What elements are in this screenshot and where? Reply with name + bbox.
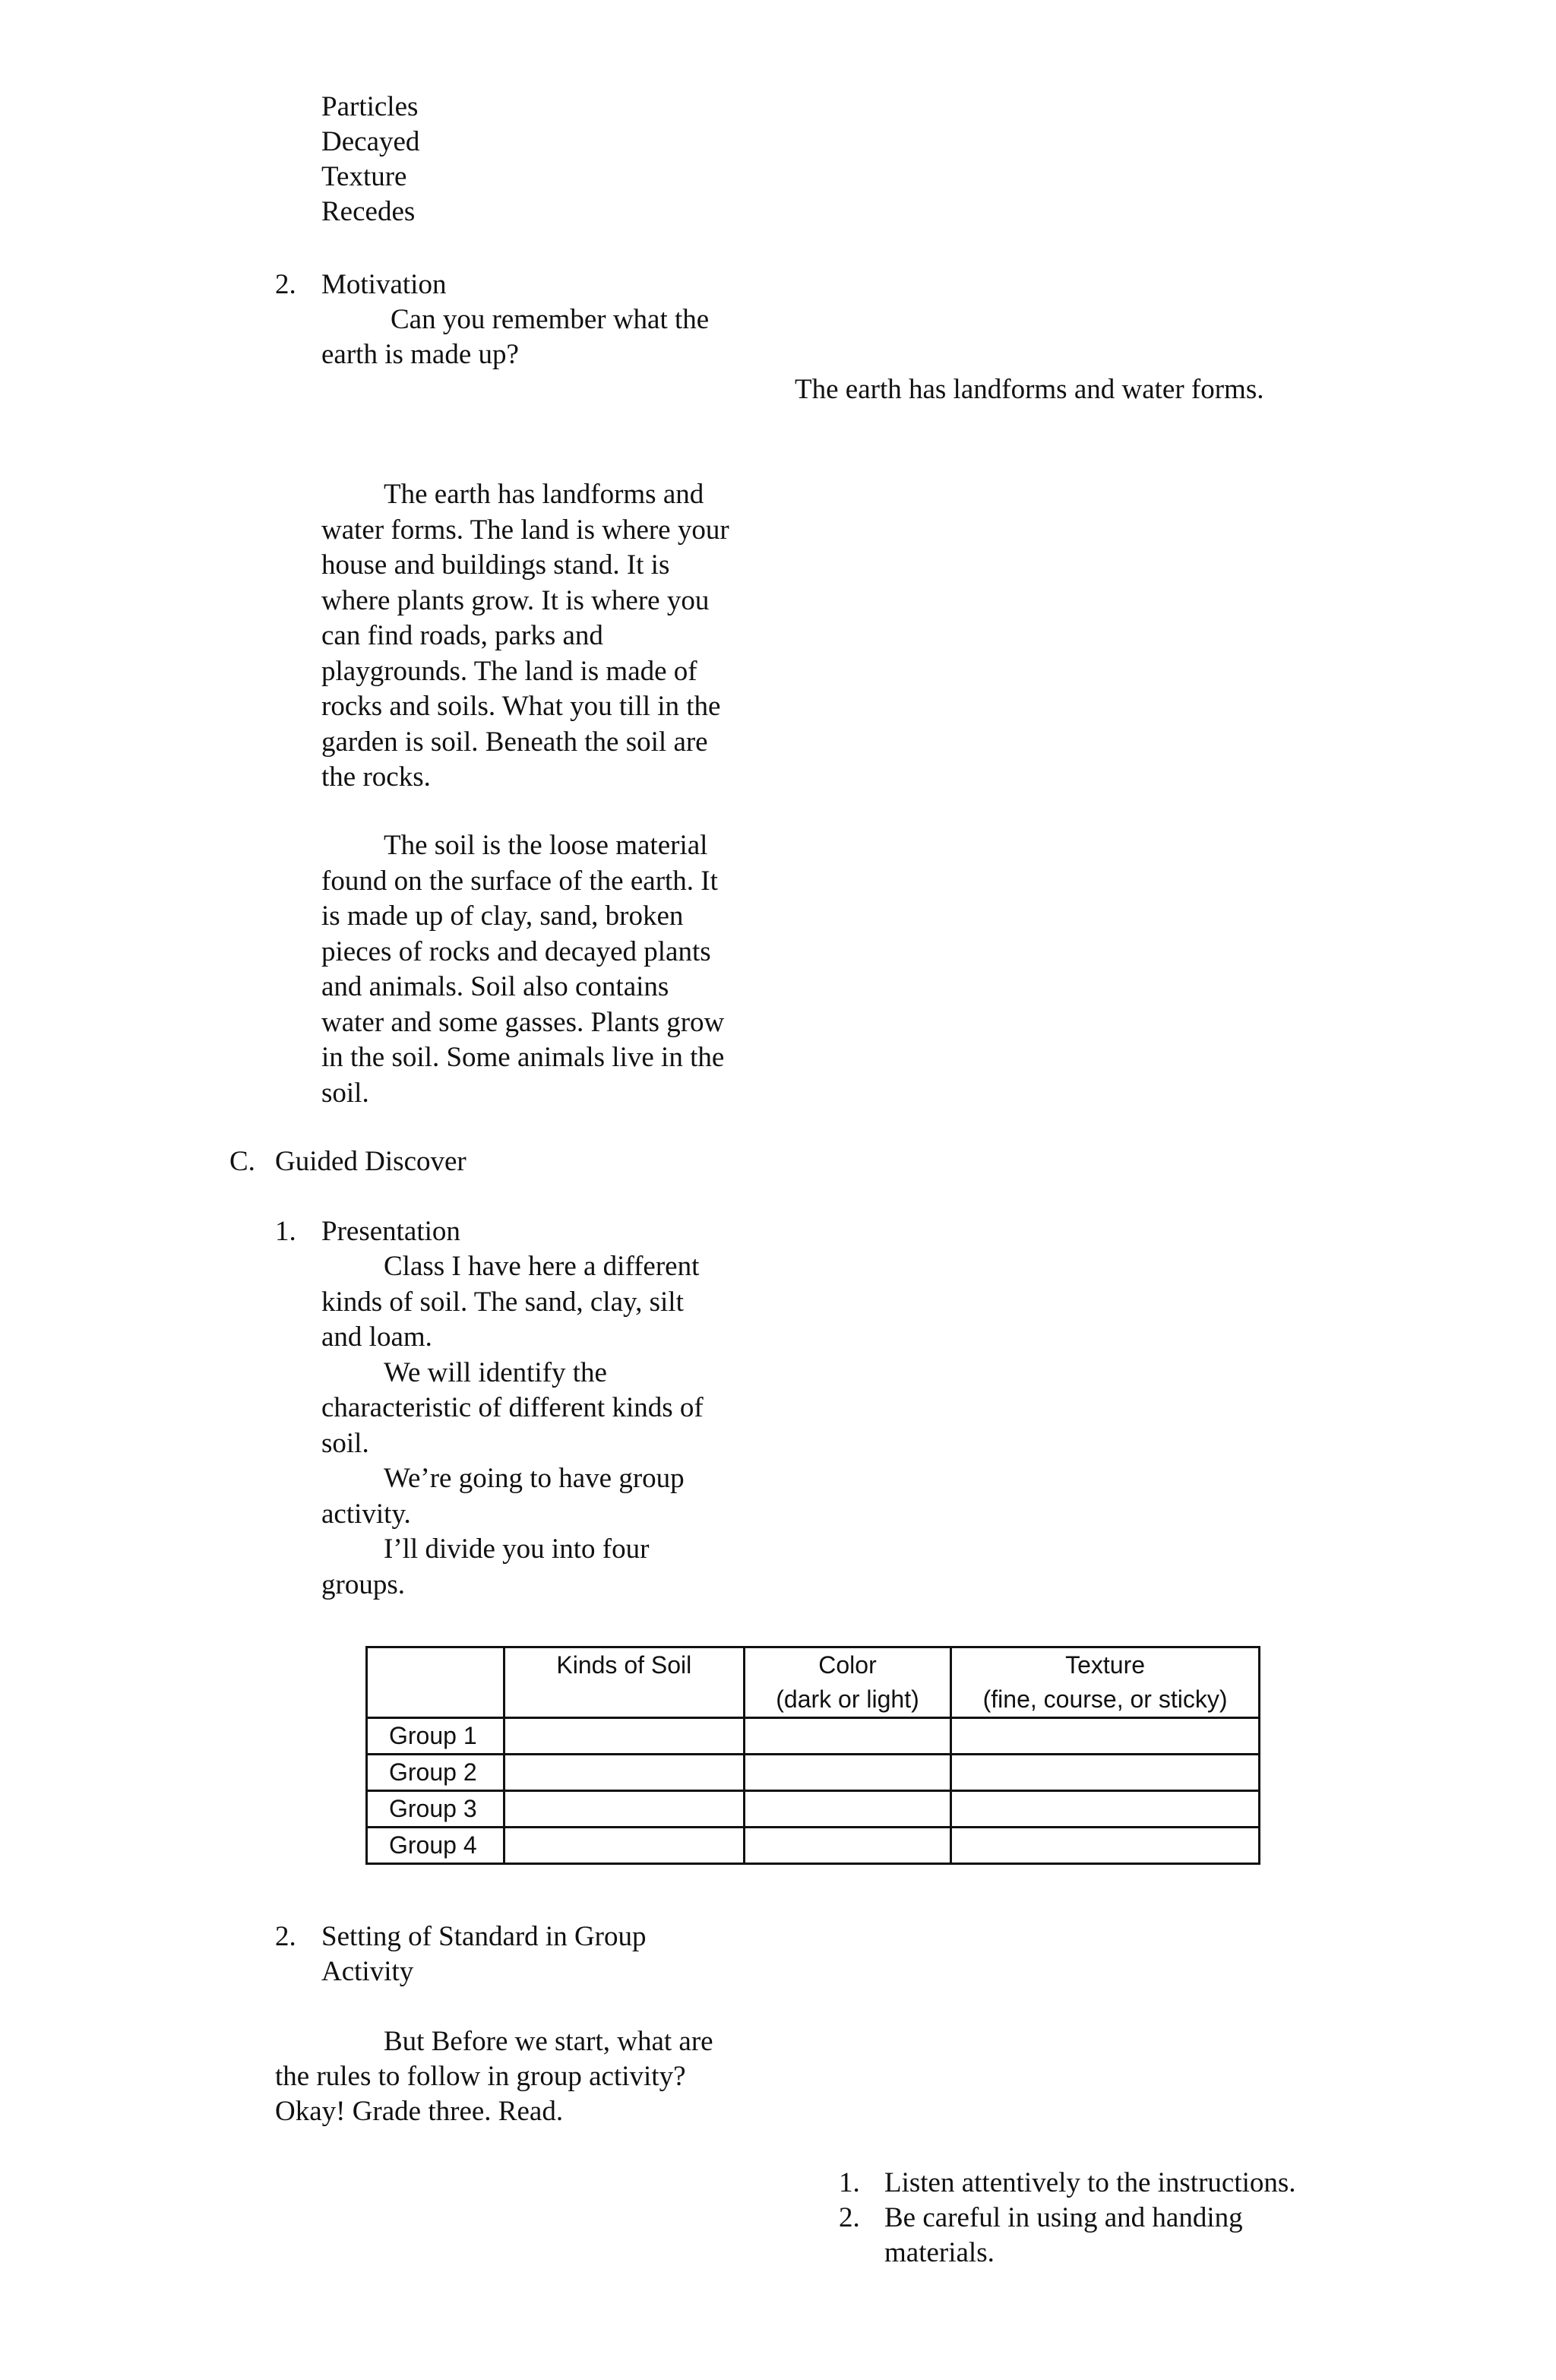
standard-heading-line: Activity	[321, 1956, 414, 1987]
presentation-line: I’ll divide you into four	[384, 1533, 650, 1565]
paragraph-line: pieces of rocks and decayed plants	[321, 935, 711, 967]
motivation-question-line: earth is made up?	[321, 339, 519, 370]
motivation-heading: Motivation	[321, 269, 447, 300]
standard-number: 2.	[275, 1921, 296, 1952]
paragraph-line: found on the surface of the earth. It	[321, 865, 718, 897]
paragraph-line: garden is soil. Beneath the soil are	[321, 726, 708, 758]
table-cell	[744, 1791, 950, 1828]
paragraph-line: house and buildings stand. It is	[321, 549, 670, 581]
rule-text: Listen attentively to the instructions.	[884, 2167, 1296, 2198]
vocab-word: Recedes	[321, 196, 416, 227]
row-label: Group 1	[367, 1718, 504, 1755]
row-label: Group 4	[367, 1828, 504, 1864]
presentation-line: Class I have here a different	[384, 1251, 700, 1282]
section-title: Guided Discover	[275, 1146, 466, 1177]
table-row	[367, 1828, 1260, 1864]
presentation-line: characteristic of different kinds of	[321, 1392, 704, 1423]
table-cell	[504, 1718, 744, 1755]
standard-question-line: Okay! Grade three. Read.	[275, 2096, 564, 2127]
soil-observation-table	[365, 1646, 1260, 1865]
presentation-line: and loam.	[321, 1321, 432, 1353]
table-header-blank	[367, 1647, 504, 1718]
row-label: Group 2	[367, 1755, 504, 1791]
row-label: Group 3	[367, 1791, 504, 1828]
header-line: (fine, course, or sticky)	[982, 1685, 1228, 1713]
motivation-question-line: Can you remember what the	[391, 304, 710, 335]
paragraph-line: water and some gasses. Plants grow	[321, 1006, 725, 1038]
paragraph-soil	[321, 828, 724, 1111]
motivation-number: 2.	[275, 269, 296, 300]
paragraph-line: The soil is the loose material	[384, 830, 708, 861]
standard-question-line: the rules to follow in group activity?	[275, 2061, 686, 2092]
header-line: Texture	[1065, 1651, 1146, 1679]
section-letter: C.	[229, 1146, 255, 1177]
vocab-word: Decayed	[321, 126, 420, 157]
presentation-line: groups.	[321, 1568, 405, 1600]
paragraph-line: The earth has landforms and	[384, 479, 704, 510]
table-cell	[951, 1791, 1260, 1828]
paragraph-line: the rocks.	[321, 761, 431, 793]
presentation-line: We will identify the	[384, 1356, 607, 1388]
table-cell	[504, 1755, 744, 1791]
presentation-line: soil.	[321, 1427, 369, 1459]
student-answer: The earth has landforms and water forms.	[795, 374, 1264, 405]
table-header-texture	[951, 1647, 1260, 1718]
paragraph-line: rocks and soils. What you till in the	[321, 691, 721, 722]
table-cell	[744, 1755, 950, 1791]
header-line: (dark or light)	[776, 1685, 919, 1713]
table-row	[367, 1718, 1260, 1755]
rule-number: 2.	[839, 2202, 860, 2233]
table-header-row	[367, 1647, 1260, 1718]
vocab-word: Texture	[321, 161, 407, 192]
table-cell	[504, 1791, 744, 1828]
table-header-kinds	[504, 1647, 744, 1718]
table-cell	[504, 1828, 744, 1864]
paragraph-landforms	[321, 477, 729, 796]
rule-text: materials.	[884, 2237, 995, 2268]
header-line: Kinds of Soil	[556, 1651, 692, 1679]
paragraph-line: and animals. Soil also contains	[321, 971, 669, 1002]
table-cell	[951, 1828, 1260, 1864]
presentation-line: We’re going to have group	[384, 1463, 685, 1494]
paragraph-line: can find roads, parks and	[321, 620, 603, 651]
table-cell	[744, 1718, 950, 1755]
presentation-heading: Presentation	[321, 1216, 460, 1247]
paragraph-line: is made up of clay, sand, broken	[321, 900, 684, 932]
standard-heading-line: Setting of Standard in Group	[321, 1921, 647, 1952]
paragraph-line: playgrounds. The land is made of	[321, 655, 697, 687]
table-row	[367, 1791, 1260, 1828]
presentation-line: activity.	[321, 1498, 411, 1530]
paragraph-line: in the soil. Some animals live in the	[321, 1042, 725, 1073]
vocab-word: Particles	[321, 91, 419, 122]
rule-text: Be careful in using and handing	[884, 2202, 1243, 2233]
table-header-color	[744, 1647, 950, 1718]
paragraph-line: soil.	[321, 1077, 369, 1109]
table-cell	[951, 1755, 1260, 1791]
paragraph-line: water forms. The land is where your	[321, 514, 729, 546]
header-line: Color	[818, 1651, 877, 1679]
paragraph-line: where plants grow. It is where you	[321, 584, 710, 616]
table-row	[367, 1755, 1260, 1791]
table-cell	[951, 1718, 1260, 1755]
table-cell	[744, 1828, 950, 1864]
standard-question-line: But Before we start, what are	[384, 2026, 713, 2057]
presentation-line: kinds of soil. The sand, clay, silt	[321, 1286, 684, 1318]
rule-number: 1.	[839, 2167, 860, 2198]
presentation-number: 1.	[275, 1216, 296, 1247]
presentation-text	[321, 1249, 704, 1603]
